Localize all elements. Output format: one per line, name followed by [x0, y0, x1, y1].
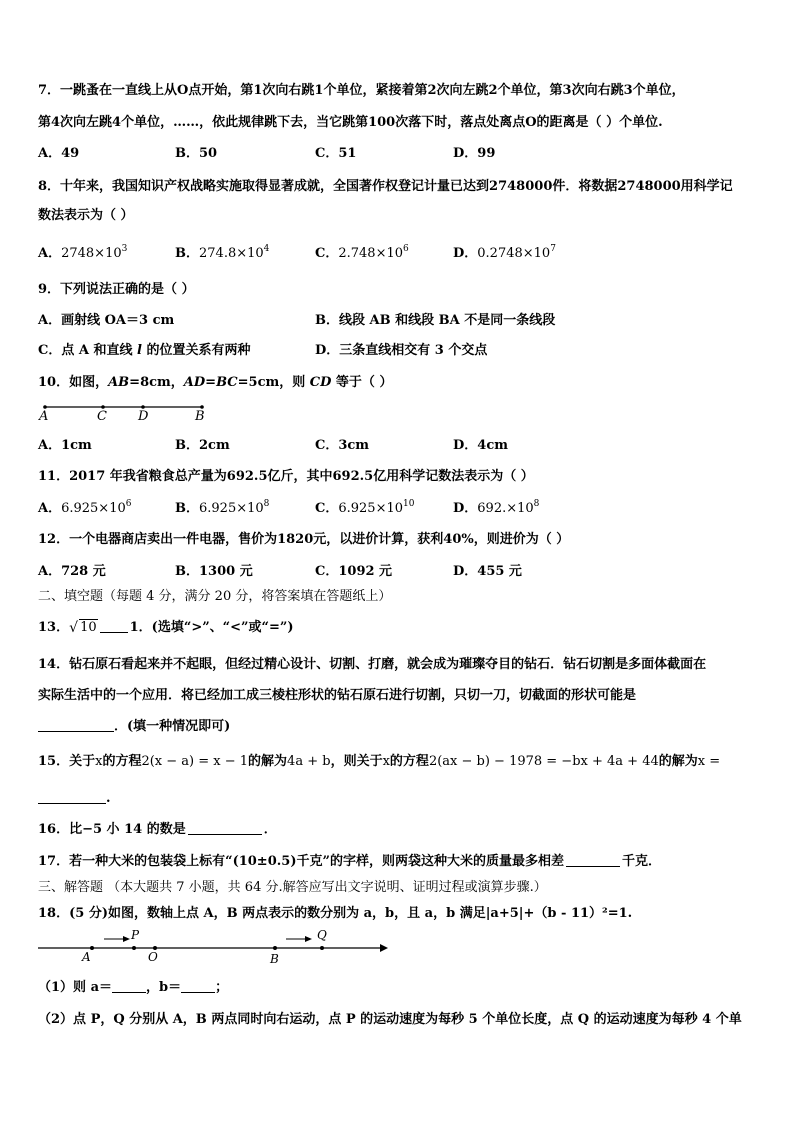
q7-option-a: A．49 — [38, 146, 80, 161]
q10-segment-figure — [36, 398, 216, 428]
q7-option-d: D．99 — [453, 146, 496, 161]
label-b: B — [195, 409, 205, 424]
q14-line2: 实际生活中的一个应用．将已经加工成三棱柱形状的钻石原石进行切割，只切一刀，切截面的形状可能是 — [38, 688, 637, 703]
q10-option-c: C．3cm — [315, 438, 370, 453]
q9-option-d: D．三条直线相交有 3 个交点 — [315, 343, 488, 358]
q16-answer-blank[interactable] — [188, 821, 262, 835]
q14-line3: ．(填一种情况即可) — [38, 718, 230, 735]
q8-option-b: B．$274.8\times 10^4$ — [175, 244, 270, 261]
q11-stem: 11．2017 年我省粮食总产量为692.5亿斤，其中692.5亿用科学记数法表示为（ ） — [38, 469, 534, 484]
q14-line1: 14．钻石原石看起来并不起眼，但经过精心设计、切割、打磨，就会成为璀璨夺目的钻石．钻石切割是多面体截面在 — [38, 657, 707, 672]
nl-label-a: A — [82, 950, 91, 964]
q9-option-c: C．点 A 和直线 l 的位置关系有两种 — [38, 343, 251, 358]
label-a: A — [39, 409, 49, 424]
q12-option-a: A．728 元 — [38, 564, 106, 579]
point-q-dot — [320, 946, 324, 950]
q8-option-a: A．$2748\times 10^3$ — [38, 244, 128, 261]
q15-line: 15．关于x的方程2(x − a) = x − 1的解为4a + b，则关于x的方程2(ax − b) − 1978 = −bx + 4a + 44的解为x = — [38, 754, 721, 769]
q8-option-c: C．$2.748\times 10^6$ — [315, 244, 409, 261]
number-line-arrow — [380, 944, 388, 952]
q17-line: 17．若一种大米的包装袋上标有“(10±0.5)千克”的字样，则两袋这种大米的质量最多相差 千克． — [38, 854, 661, 869]
q7-option-c: C．51 — [315, 146, 357, 161]
q17-answer-blank[interactable] — [566, 853, 620, 867]
point-p-dot — [132, 946, 136, 950]
q9-option-a: A．画射线 OA＝3 cm — [38, 313, 175, 328]
label-c: C — [97, 409, 107, 424]
point-b-dot — [273, 946, 277, 950]
q12-stem: 12．一个电器商店卖出一件电器，售价为1820元，以进价计算，获利40%，则进价为（ ） — [38, 532, 570, 547]
label-d: D — [138, 409, 149, 424]
q18-part1: （1）则 a＝ ，b＝ ； — [38, 980, 229, 995]
q8-option-d: D．$0.2748\times 10^7$ — [453, 244, 556, 261]
nl-label-p: P — [131, 928, 140, 942]
q8-line1: 8．十年来，我国知识产权战略实施取得显著成就，全国著作权登记计量已达到2748000件．将数据2748000用科学记 — [38, 179, 733, 194]
q11-option-b: B．$6.925\times 10^8$ — [175, 499, 270, 516]
q11-option-a: A．$6.925\times 10^6$ — [38, 499, 132, 516]
q7-line1: 7．一跳蚤在一直线上从O点开始，第1次向右跳1个单位，紧接着第2次向左跳2个单位，第3次向右跳3个单位， — [38, 83, 685, 98]
q7-line2: 第4次向左跳4个单位，……，依此规律跳下去，当它跳第100次落下时，落点处离点O的距离是（ ）个单位. — [38, 115, 663, 130]
q10-option-d: D．4cm — [453, 438, 508, 453]
q13-line: 13． √ 10 1．(选填“>”、“<”或“=”) — [38, 620, 294, 636]
q12-option-b: B．1300 元 — [175, 564, 253, 579]
q18-stem: 18．(5 分)如图，数轴上点 A，B 两点表示的数分别为 a，b，且 a，b 满足|a+5|+（b - 11）²=1. — [38, 906, 633, 921]
q12-option-c: C．1092 元 — [315, 564, 393, 579]
p-arrow-head — [123, 936, 130, 942]
q-arrow-head — [305, 936, 312, 942]
q12-option-d: D．455 元 — [453, 564, 522, 579]
nl-label-b: B — [270, 952, 279, 966]
q15-answer-line: . — [38, 790, 111, 807]
q7-option-b: B．50 — [175, 146, 218, 161]
nl-label-o: O — [148, 950, 158, 964]
q10-option-a: A．1cm — [38, 438, 92, 453]
nl-label-q: Q — [317, 928, 327, 942]
q15-answer-blank[interactable] — [38, 790, 106, 804]
q10-stem: 10．如图，AB=8cm，AD=BC=5cm，则 CD 等于（ ） — [38, 375, 393, 390]
q11-option-c: C．$6.925\times 10^{10}$ — [315, 499, 415, 516]
q15-equation-1: 2(x − a) = x − 1 — [141, 754, 249, 769]
q8-line2: 数法表示为（ ） — [38, 208, 134, 223]
q16-line: 16．比−5 小 14 的数是 ． — [38, 822, 277, 837]
q13-answer-blank[interactable] — [100, 619, 128, 633]
section-2-heading: 二、填空题（每题 4 分，满分 20 分，将答案填在答题纸上） — [38, 589, 392, 604]
q15-equation-2: 2(ax − b) − 1978 = −bx + 4a + 44 — [428, 754, 659, 769]
q9-option-b: B．线段 AB 和线段 BA 不是同一条线段 — [315, 313, 556, 328]
q18-answer-b-blank[interactable] — [181, 979, 215, 993]
q10-option-b: B．2cm — [175, 438, 230, 453]
q11-option-d: D．$692.\times 10^8$ — [453, 499, 540, 516]
q18-answer-a-blank[interactable] — [112, 979, 146, 993]
q18-part2: （2）点 P，Q 分别从 A，B 两点同时向右运动，点 P 的运动速度为每秒 5 个单位长度，点 Q 的运动速度为每秒 4 个单 — [38, 1012, 742, 1027]
sqrt-expression: √ 10 — [69, 620, 97, 636]
q14-answer-blank[interactable] — [38, 718, 114, 732]
q9-stem: 9．下列说法正确的是（ ） — [38, 282, 195, 297]
section-3-heading: 三、解答题 （本大题共 7 小题，共 64 分.解答应写出文字说明、证明过程或演算步骤.） — [38, 880, 547, 895]
